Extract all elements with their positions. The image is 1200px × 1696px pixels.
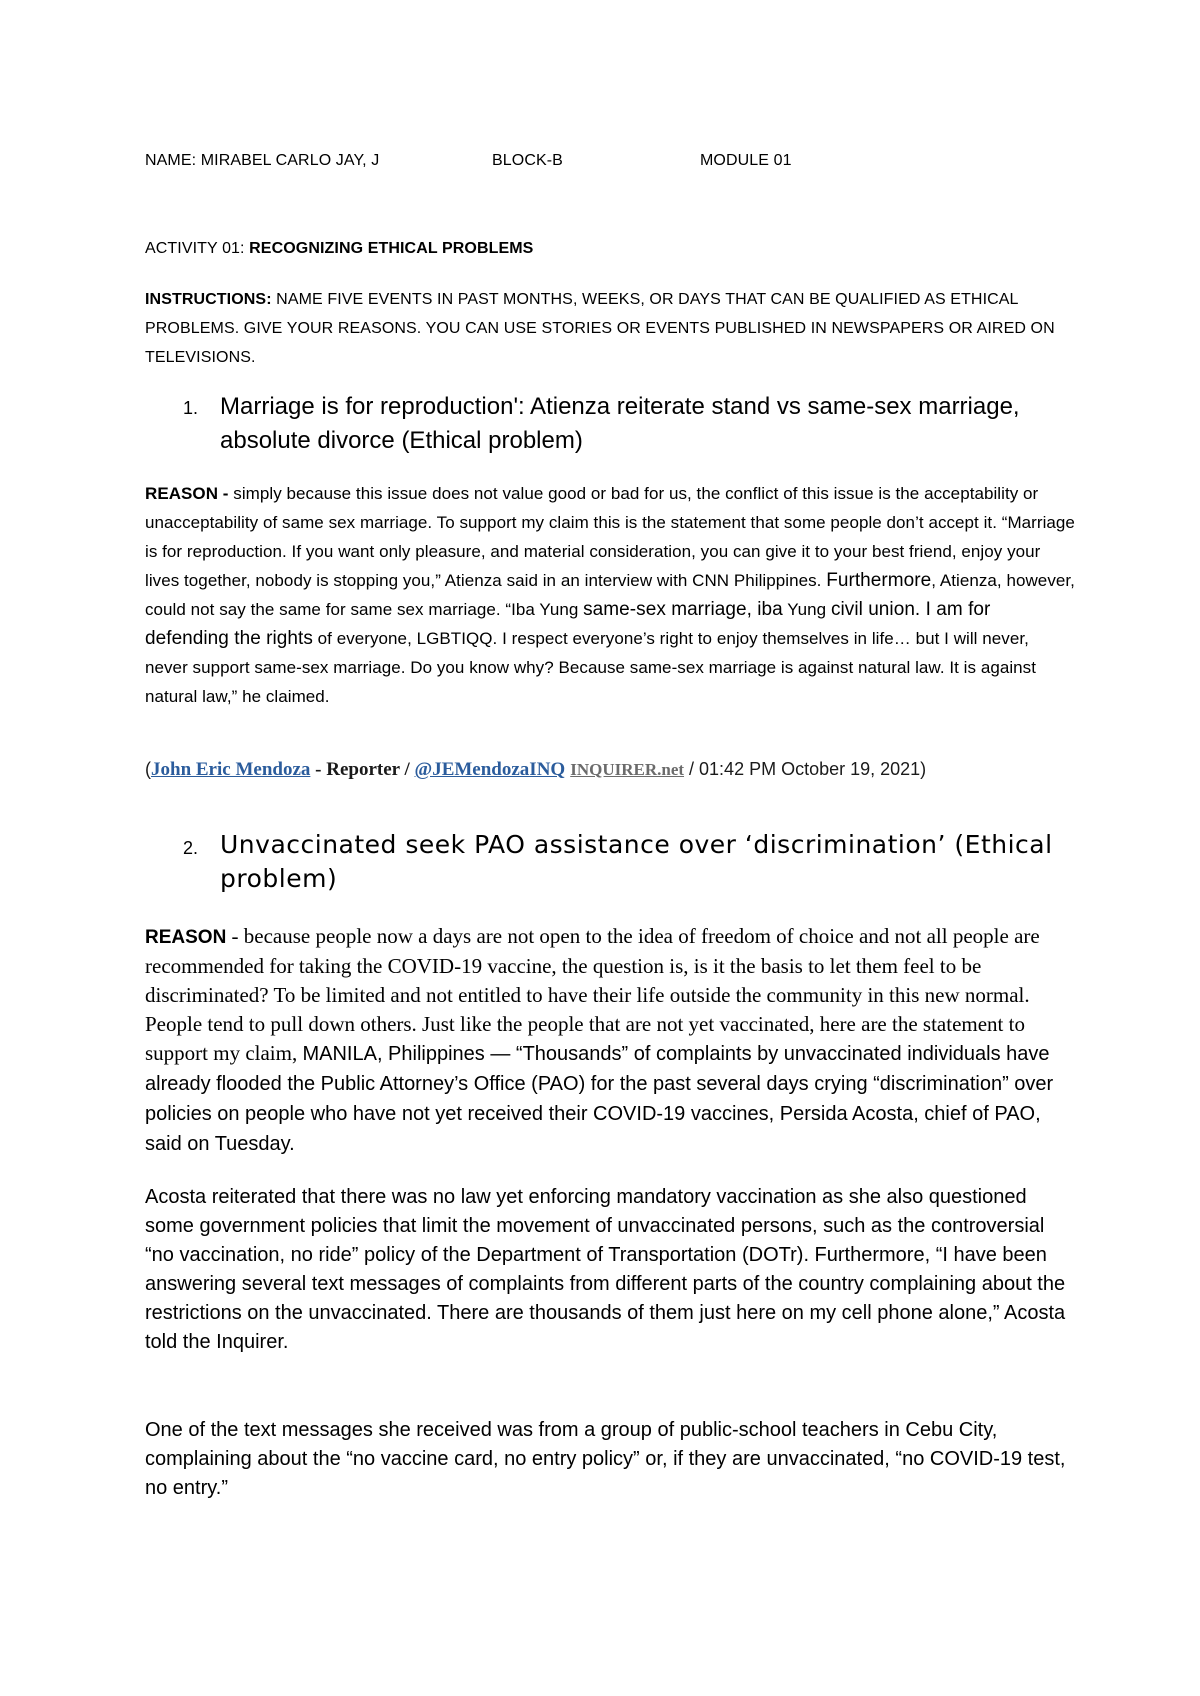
citation-date: / 01:42 PM October 19, 2021) <box>684 759 927 779</box>
citation-paren: ( <box>145 759 151 779</box>
item-heading: Marriage is for reproduction': Atienza reiterate stand vs same-sex marriage, absolute divorce (Ethical problem) <box>220 393 1020 454</box>
source-link[interactable]: INQUIRER.net <box>570 760 685 779</box>
activity-heading <box>145 240 533 258</box>
instructions <box>145 285 1065 372</box>
author-link[interactable]: John Eric Mendoza <box>151 759 311 780</box>
reason-text: Furthermore <box>826 570 932 591</box>
reason-text: simply because this issue does not value good or bad for us, the conflict of this issue is the acceptability or unacceptability of same sex marriage. To support my claim this is the statement that some people don’t accept it. “Marriage is for reproduction. If you want only pleasure, and material consideration, you can give it to your best friend, enjoy your lives together, nobody is stopping you,” Atienza said in an interview with CNN Philippines. <box>145 484 1075 590</box>
reason-text: , Atienza, however, could not say the same for same sex marriage. “Iba Yung <box>145 571 1075 619</box>
quote-paragraph: One of the text messages she received was from a group of public-school teachers in Cebu City, complaining about the “no vaccine card, no entry policy” or, if they are unvaccinated, “no COVID-19 test, no entry.” <box>145 1419 1066 1499</box>
activity-title: RECOGNIZING ETHICAL PROBLEMS <box>249 240 534 257</box>
author-role: - Reporter / <box>310 759 415 780</box>
citation <box>145 755 1045 784</box>
author-handle-link[interactable]: @JEMendozaINQ <box>414 759 566 780</box>
activity-prefix: ACTIVITY 01: <box>145 240 250 257</box>
reason-label: REASON - <box>145 484 229 503</box>
quote-text: MANILA, Philippines — “Thousands” of complaints by unvaccinated individuals have already flooded the Public Attorney’s Office (PAO) for the past several days crying “discrimination” over policies on people who have not yet received their COVID-19 vaccines, Persida Acosta, chief of PAO, said on Tuesday. <box>145 1043 1054 1155</box>
reason-paragraph <box>145 479 1075 711</box>
module-label: MODULE 01 <box>700 152 792 169</box>
reason-text: of everyone, LGBTIQQ. I respect everyone’s right to enjoy themselves in life… but I will never, never support same-sex marriage. Do you know why? Because same-sex marriage is against natural law. It is against natural law,” he claimed. <box>145 629 1037 706</box>
reason-text: Yung <box>782 600 831 619</box>
item-heading: Unvaccinated seek PAO assistance over ‘discrimination’ (Ethical problem) <box>220 830 1053 893</box>
reason-paragraph <box>145 922 1075 1159</box>
quote-paragraph: Acosta reiterated that there was no law yet enforcing mandatory vaccination as she also questioned some government policies that limit the movement of unvaccinated persons, such as the controversial “no vaccination, no ride” policy of the Department of Transportation (DOTr). Furthermore, “I have been answering several text messages of complaints from different parts of the country complaining about the restrictions on the unvaccinated. There are thousands of them just here on my cell phone alone,” Acosta told the Inquirer. <box>145 1186 1066 1353</box>
reason-label: REASON <box>145 927 227 948</box>
item-number: 1. <box>183 398 199 418</box>
reason-text: same-sex marriage, iba <box>583 599 783 620</box>
reason-text: - because people now a days are not open to the idea of freedom of choice and not all people are recommended for taking the COVID-19 vaccine, the question is, is it the basis to let them feel to be discriminated? To be limited and not entitled to have their life outside the community in this new normal. People tend to pull down others. Just like the people that are not yet vaccinated, here are the statement to support my claim, <box>145 924 1040 1065</box>
student-name: NAME: MIRABEL CARLO JAY, J <box>145 152 380 169</box>
block-label: BLOCK-B <box>492 152 563 169</box>
reason-text: civil union. I am for defending the rights <box>145 599 991 649</box>
instructions-label: INSTRUCTIONS: <box>145 291 272 308</box>
item-number: 2. <box>183 838 199 858</box>
instructions-text: NAME FIVE EVENTS IN PAST MONTHS, WEEKS, OR DAYS THAT CAN BE QUALIFIED AS ETHICAL PROBLEMS. GIVE YOUR REASONS. YOU CAN USE STORIES OR EVENTS PUBLISHED IN NEWSPAPERS OR AIRED ON TELEVISIONS. <box>145 291 1055 366</box>
